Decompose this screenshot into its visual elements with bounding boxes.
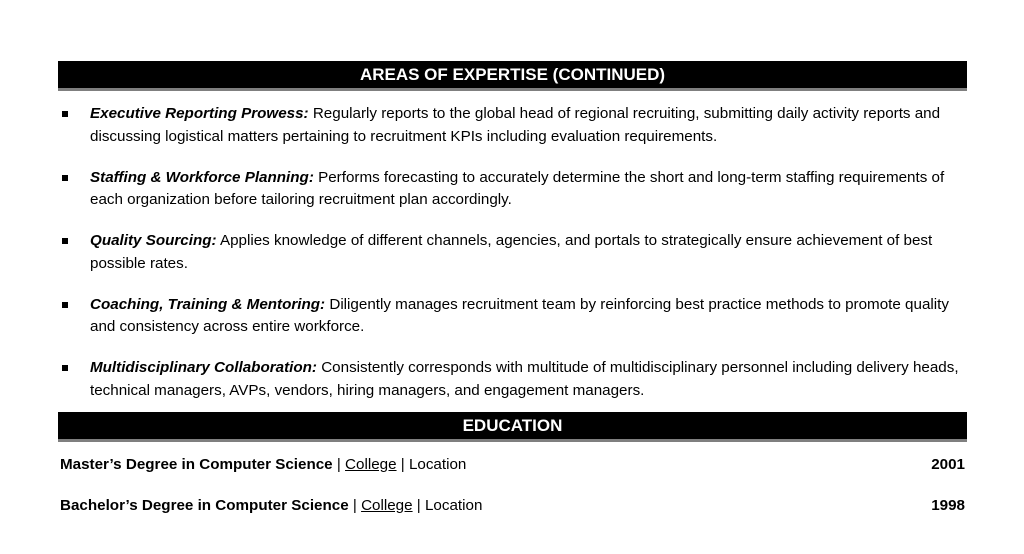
graduation-year: 2001 — [931, 456, 965, 473]
education-details — [60, 456, 466, 473]
separator: | — [332, 456, 346, 473]
location: Location — [424, 497, 483, 514]
list-item — [58, 230, 967, 275]
item-text: Diligently manages recruitment team by reinforcing best practice methods to promote quality and consistency across entire workforce. — [90, 295, 949, 335]
expertise-heading: AREAS OF EXPERTISE (CONTINUED) — [359, 64, 666, 84]
item-title: Coaching, Training & Mentoring: — [90, 295, 326, 313]
square-bullet-icon — [62, 111, 68, 117]
list-item — [58, 167, 967, 212]
location: Location — [408, 456, 467, 473]
college-link[interactable]: College — [361, 497, 413, 514]
expertise-list — [58, 103, 967, 421]
education-heading: EDUCATION — [462, 415, 563, 435]
degree: Bachelor’s Degree in Computer Science — [60, 497, 349, 514]
list-item — [58, 103, 967, 148]
item-title: Quality Sourcing: — [90, 232, 217, 249]
item-text: Regularly reports to the global head of regional recruiting, submitting daily activity reports and discussing logistical matters pertaining to recruitment KPIs including evaluation requirements. — [90, 105, 941, 145]
item-text: Performs forecasting to accurately determine the short and long-term staffing requirements of each organization before tailoring recruitment plan accordingly. — [90, 168, 945, 208]
separator: | — [396, 456, 409, 473]
square-bullet-icon — [62, 365, 68, 371]
item-title: Multidisciplinary Collaboration: — [90, 359, 317, 376]
graduation-year: 1998 — [931, 497, 965, 514]
square-bullet-icon — [62, 238, 68, 244]
list-item — [58, 357, 967, 402]
education-entry — [60, 456, 965, 473]
separator: | — [348, 497, 362, 514]
square-bullet-icon — [62, 175, 68, 181]
item-text: Applies knowledge of different channels, agencies, and portals to strategically ensure achievement of best possible rates. — [90, 232, 933, 272]
item-title: Executive Reporting Prowess: — [90, 105, 309, 122]
list-item — [58, 294, 967, 339]
degree: Master’s Degree in Computer Science — [60, 456, 333, 473]
expertise-heading-bar — [58, 61, 967, 91]
separator: | — [412, 497, 425, 514]
education-heading-bar — [58, 412, 967, 442]
education-details — [60, 497, 482, 514]
item-text: Consistently corresponds with multitude of multidisciplinary personnel including delivery heads, technical managers, AVPs, vendors, hiring managers, and engagement managers. — [90, 359, 959, 399]
square-bullet-icon — [62, 302, 68, 308]
college-link[interactable]: College — [345, 456, 397, 473]
item-title: Staffing & Workforce Planning: — [90, 168, 314, 186]
education-entry — [60, 497, 965, 514]
